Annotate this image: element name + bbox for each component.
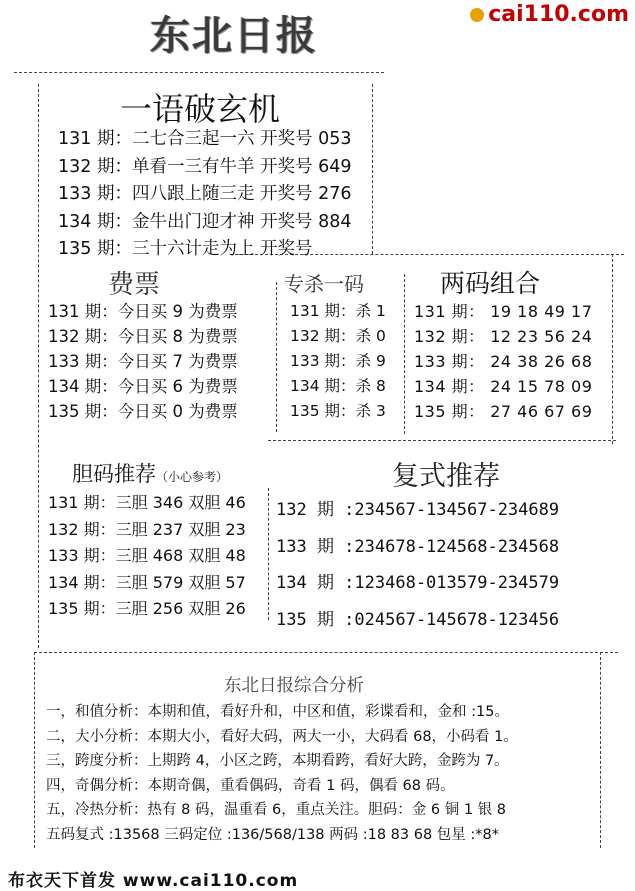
analysis-row: 五，冷热分析：热有 8 码，温重看 6，重点关注。胆码：金 6 铜 1 银 8	[46, 802, 506, 818]
dan-divider	[268, 488, 269, 620]
kill-one-row: 135 期：杀 3	[290, 402, 386, 420]
kill-one-row: 133 期：杀 9	[290, 352, 386, 370]
dan-code-row: 135 期：三胆 256 双胆 26	[48, 599, 246, 618]
compound-row: 133 期 :234678-124568-234568	[276, 536, 560, 557]
analysis-row: 一，和值分析：本期和值，看好升和，中区和值，彩谍看和，金和 :15。	[46, 704, 509, 720]
compound-list	[276, 492, 559, 638]
dan-code-list	[48, 490, 246, 623]
compound-row: 132 期 :234567-134567-234689	[276, 500, 560, 520]
analysis-row: 四，奇偶分析：本期奇偶，重看偶码，奇看 1 码，偶看 68 码。	[46, 777, 455, 794]
two-code-title: 两码组合	[440, 269, 541, 298]
free-ticket-row: 131 期：今日买 9 为费票	[48, 302, 238, 321]
free-ticket-list	[48, 299, 238, 424]
two-code-row: 134 期： 24 15 78 09	[414, 377, 593, 396]
free-ticket-title: 费票	[108, 270, 161, 300]
dan-code-row: 133 期：三胆 468 双胆 48	[48, 546, 246, 565]
right-frame-edge	[612, 254, 613, 444]
two-code-row: 133 期： 24 38 26 68	[414, 352, 593, 371]
riddle-title: 一语破玄机	[120, 90, 281, 128]
dan-code-row: 134 期：三胆 579 双胆 57	[48, 572, 246, 592]
kill-one-row: 131 期：杀 1	[290, 302, 386, 320]
kill-one-list	[290, 299, 386, 424]
analysis-title: 东北日报综合分析	[224, 676, 364, 696]
kill-one-row: 134 期：杀 8	[290, 377, 386, 395]
free-ticket-row: 134 期：今日买 6 为费票	[48, 377, 238, 396]
analysis-row: 五码复式 :13568 三码定位 :136/568/138 两码 :18 83 68 包星 :*8*	[46, 826, 500, 843]
outer-frame-left	[38, 84, 39, 648]
kill-divider-left	[276, 282, 277, 432]
site-logo[interactable]	[470, 2, 629, 27]
two-code-row: 132 期： 12 23 56 24	[414, 327, 593, 346]
site-logo-text: cai110.com	[488, 2, 629, 27]
dan-code-row: 132 期：三胆 237 双胆 23	[48, 519, 246, 539]
compound-row: 135 期 :024567-145678-123456	[276, 609, 560, 630]
analysis-row: 三，跨度分析：上期跨 4，小区之跨，本期看跨，看好大跨，金跨为 7。	[46, 753, 509, 769]
free-ticket-row: 132 期：今日买 8 为费票	[48, 327, 238, 346]
analysis-frame-top	[34, 652, 618, 653]
masthead-title: 东北日报	[150, 12, 318, 59]
footer-credit[interactable]: 布衣天下首发 www.cai110.com	[8, 871, 299, 891]
analysis-row: 二，大小分析：本期大小，看好大码，两大一小，大码看 68，小码看 1。	[46, 728, 518, 745]
analysis-frame-left	[34, 652, 35, 848]
free-ticket-row: 135 期：今日买 0 为费票	[48, 402, 238, 421]
riddle-row: 135 期：三十六计走为上 开奖号	[58, 239, 313, 259]
riddle-row: 133 期：四八跟上随三走 开奖号 276	[58, 184, 352, 204]
riddle-frame-right	[372, 84, 373, 254]
two-code-list	[414, 299, 592, 424]
dan-code-note: （小心参考）	[156, 470, 229, 484]
free-ticket-row: 133 期：今日买 7 为费票	[48, 352, 238, 371]
dan-code-title-text: 胆码推荐	[72, 462, 156, 486]
compound-row: 134 期 :123468-013579-234579	[276, 573, 560, 593]
kill-one-title: 专杀一码	[284, 272, 364, 296]
analysis-list	[46, 700, 518, 847]
two-code-row: 131 期： 19 18 49 17	[414, 302, 593, 321]
logo-dot-icon	[470, 8, 484, 22]
analysis-frame-right	[600, 652, 601, 848]
riddle-row: 134 期：金牛出门迎才神 开奖号 884	[58, 211, 352, 232]
kill-divider-right	[404, 274, 405, 434]
compound-title: 复式推荐	[392, 461, 500, 492]
dan-code-title	[72, 458, 228, 488]
mid-frame-bottom	[268, 440, 616, 441]
outer-frame-top	[14, 72, 384, 73]
riddle-row: 132 期：单看一三有牛羊 开奖号 649	[58, 156, 352, 177]
riddle-list	[58, 126, 352, 264]
two-code-row: 135 期： 27 46 67 69	[414, 402, 593, 421]
riddle-row: 131 期：二七合三起一六 开奖号 053	[58, 129, 352, 149]
dan-code-row: 131 期：三胆 346 双胆 46	[48, 493, 246, 512]
kill-one-row: 132 期：杀 0	[290, 327, 386, 345]
